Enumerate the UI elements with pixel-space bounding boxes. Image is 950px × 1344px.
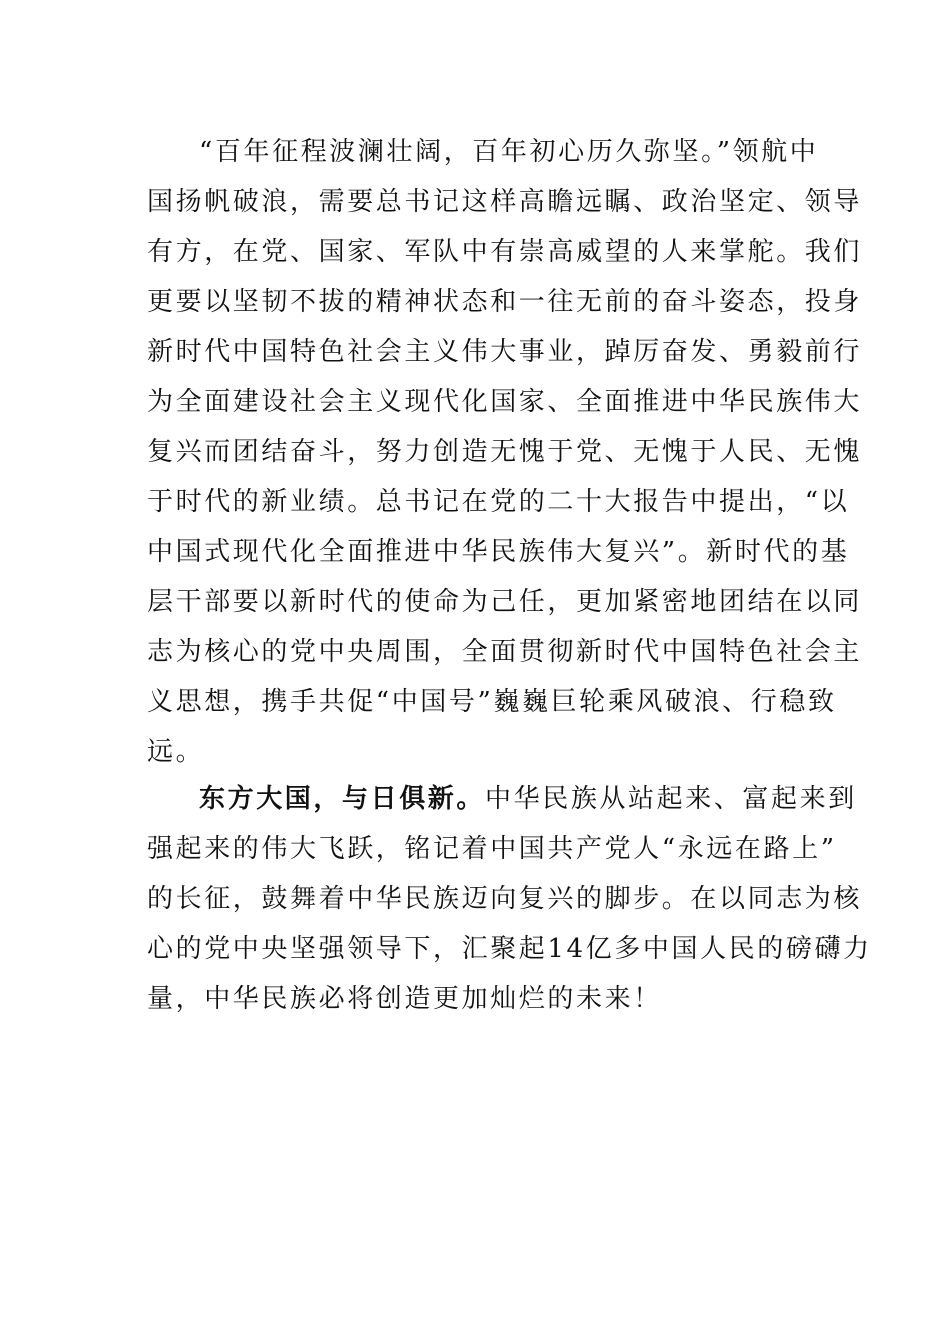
text-line: 远。 [147,737,205,767]
text-line: 更要以坚韧不拔的精神状态和一往无前的奋斗姿态，投身 [147,287,863,317]
text-line: 新时代中国特色社会主义伟大事业，踔厉奋发、勇毅前行 [147,337,863,367]
text-line: “百年征程波澜壮阔，百年初心历久弥坚。”领航中 [199,137,819,167]
text-line: 复兴而团结奋斗，努力创造无愧于党、无愧于人民、无愧 [147,437,863,467]
text-line: 国扬帆破浪，需要总书记这样高瞻远瞩、政治坚定、领导 [147,187,863,217]
text-line: 心的党中央坚强领导下，汇聚起14亿多中国人民的磅礴力 [147,934,872,964]
paragraph-1 [147,127,863,777]
text-line: 中国式现代化全面推进中华民族伟大复兴”。新时代的基 [147,537,850,567]
text-line: 志为核心的党中央周围，全面贯彻新时代中国特色社会主 [147,637,863,667]
paragraph-lead: 东方大国，与日俱新。 [199,784,486,814]
text-line: 强起来的伟大飞跃，铭记着中国共产党人“永远在路上” [147,834,837,864]
text-line: 义思想，携手共促“中国号”巍巍巨轮乘风破浪、行稳致 [147,687,837,717]
paragraph-lead-rest: 中华民族从站起来、富起来到 [485,784,857,814]
text-line: 的长征，鼓舞着中华民族迈向复兴的脚步。在以同志为核 [147,884,863,914]
text-line: 层干部要以新时代的使命为己任，更加紧密地团结在以同 [147,587,863,617]
text-line: 为全面建设社会主义现代化国家、全面推进中华民族伟大 [147,387,863,417]
text-line: 有方，在党、国家、军队中有崇高威望的人来掌舵。我们 [147,237,863,267]
text-line: 于时代的新业绩。总书记在党的二十大报告中提出，“以 [147,487,850,517]
text-line: 量，中华民族必将创造更加灿烂的未来！ [147,984,662,1014]
paragraph-2 [147,774,872,1024]
text-line-first [147,774,857,824]
